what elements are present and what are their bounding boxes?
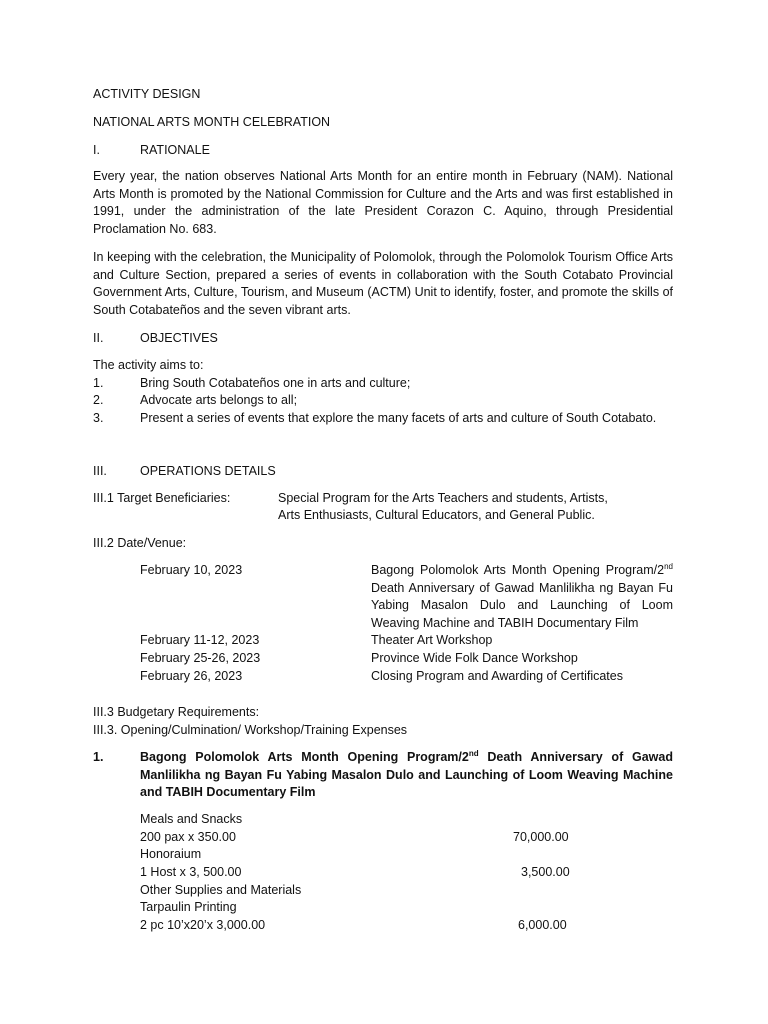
objectives-intro: The activity aims to: <box>93 358 204 372</box>
section-number: III. <box>93 464 107 478</box>
schedule-date: February 26, 2023 <box>140 669 243 683</box>
budget-item-title: Bagong Polomolok Arts Month Opening Program/2nd Death Anniversary of Gawad Manlilikha ng Bayan Fu Yabing Masalon Dulo and Launching of Loom Weaving Machine and TABIH Documentary Film <box>140 748 673 800</box>
budget-item-number: 1. <box>93 750 104 764</box>
list-item-number: 3. <box>93 411 104 425</box>
list-item: Present a series of events that explore the many facets of arts and culture of South Cotabato. <box>140 411 657 425</box>
budget-line-label: 2 pc 10’x20’x 3,000.00 <box>140 918 266 932</box>
budget-line-label: Other Supplies and Materials <box>140 883 302 897</box>
section-number: I. <box>93 143 100 157</box>
budget-line-label: Tarpaulin Printing <box>140 900 237 914</box>
target-beneficiaries-line: Special Program for the Arts Teachers and students, Artists, <box>278 491 608 505</box>
budget-sub-label: III.3. Opening/Culmination/ Workshop/Training Expenses <box>93 723 408 737</box>
target-beneficiaries-label: III.1 Target Beneficiaries: <box>93 491 231 505</box>
budget-line-amount: 3,500.00 <box>521 865 570 879</box>
schedule-event: Bagong Polomolok Arts Month Opening Program/2nd Death Anniversary of Gawad Manlilikha ng Bayan Fu Yabing Masalon Dulo and Launching of Loom Weaving Machine and TABIH Documentary Film <box>371 561 673 630</box>
budget-label: III.3 Budgetary Requirements: <box>93 705 260 719</box>
schedule-date: February 11-12, 2023 <box>140 633 260 647</box>
schedule-event: Province Wide Folk Dance Workshop <box>371 651 578 665</box>
section-number: II. <box>93 331 104 345</box>
budget-line-label: 200 pax x 350.00 <box>140 830 236 844</box>
list-item-number: 2. <box>93 393 104 407</box>
schedule-date: February 25-26, 2023 <box>140 651 261 665</box>
list-item: Bring South Cotabateños one in arts and culture; <box>140 376 411 390</box>
budget-line-label: 1 Host x 3, 500.00 <box>140 865 242 879</box>
budget-line-amount: 6,000.00 <box>518 918 567 932</box>
list-item-number: 1. <box>93 376 104 390</box>
list-item: Advocate arts belongs to all; <box>140 393 298 407</box>
budget-line-amount: 70,000.00 <box>513 830 569 844</box>
schedule-event: Closing Program and Awarding of Certificates <box>371 669 623 683</box>
rationale-paragraph-2: In keeping with the celebration, the Municipality of Polomolok, through the Polomolok Tourism Office Arts and Culture Section, prepared a series of events in collaboration with the South Cotabato Provincial Government Arts, Culture, Tourism, and Museum (ACTM) Unit to identify, foster, and promote the skills of South Cotabateños and the seven vibrant arts. <box>93 250 673 317</box>
schedule-event: Theater Art Workshop <box>371 633 493 647</box>
section-heading-operations: OPERATIONS DETAILS <box>140 464 276 478</box>
budget-line-label: Honoraium <box>140 847 202 861</box>
section-heading-rationale: RATIONALE <box>140 143 210 157</box>
date-venue-label: III.2 Date/Venue: <box>93 536 187 550</box>
document-subtitle: NATIONAL ARTS MONTH CELEBRATION <box>93 115 331 129</box>
target-beneficiaries-line: Arts Enthusiasts, Cultural Educators, and General Public. <box>278 508 595 522</box>
rationale-paragraph-1: Every year, the nation observes National Arts Month for an entire month in February (NAM). National Arts Month is promoted by the National Commission for Culture and the Arts and was first established in 1991, under the administration of the late President Corazon C. Aquino, through Presidential Proclamation No. 683. <box>93 169 673 236</box>
budget-line-label: Meals and Snacks <box>140 812 243 826</box>
section-heading-objectives: OBJECTIVES <box>140 331 218 345</box>
document-title: ACTIVITY DESIGN <box>93 87 201 101</box>
schedule-date: February 10, 2023 <box>140 563 243 577</box>
